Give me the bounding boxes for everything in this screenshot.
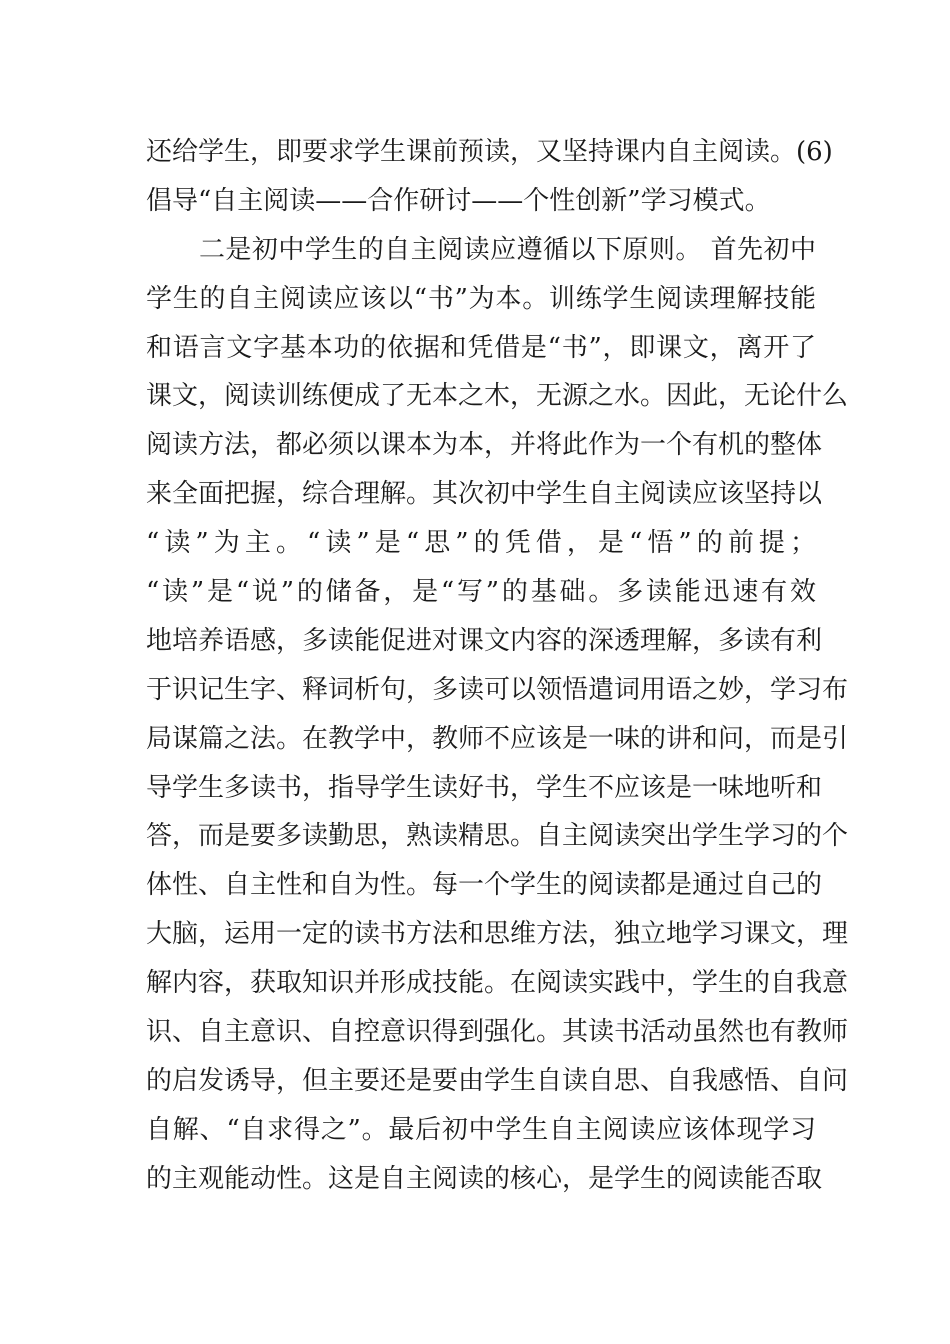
text-line: 体性、自主性和自为性。每一个学生的阅读都是通过自己的 xyxy=(146,870,823,901)
text-line: 解内容，获取知识并形成技能。在阅读实践中，学生的自我意 xyxy=(146,968,849,999)
text-line: 学生的自主阅读应该以“书”为本。训练学生阅读理解技能 xyxy=(146,283,816,314)
text-line: 导学生多读书，指导学生读好书，学生不应该是一味地听和 xyxy=(146,772,823,803)
text-line: 的主观能动性。这是自主阅读的核心，是学生的阅读能否取 xyxy=(146,1163,823,1194)
text-line: 于识记生字、释词析句，多读可以领悟遣词用语之妙，学习布 xyxy=(146,674,849,705)
text-line: 课文，阅读训练便成了无本之木，无源之水。因此，无论什么 xyxy=(146,381,849,412)
text-line: 大脑，运用一定的读书方法和思维方法，独立地学习课文，理 xyxy=(146,919,849,950)
text-line: 来全面把握，综合理解。其次初中学生自主阅读应该坚持以 xyxy=(146,479,823,510)
text-line: 二是初中学生的自主阅读应遵循以下原则。 首先初中 xyxy=(146,234,816,265)
text-line: 局谋篇之法。在教学中，教师不应该是一味的讲和问，而是引 xyxy=(146,723,849,754)
body-text xyxy=(146,128,849,1204)
text-line: 阅读方法，都必须以课本为本，并将此作为一个有机的整体 xyxy=(146,430,823,461)
text-line: 识、自主意识、自控意识得到强化。其读书活动虽然也有教师 xyxy=(146,1017,849,1048)
text-line: “读”是“说”的储备，是“写”的基础。多读能迅速有效 xyxy=(146,577,816,608)
text-line: 倡导“自主阅读——合作研讨——个性创新”学习模式。 xyxy=(146,185,771,216)
text-line: “读”为主。“读”是“思”的凭借，是“悟”的前提； xyxy=(146,528,816,559)
text-line: 还给学生，即要求学生课前预读，又坚持课内自主阅读。(6) xyxy=(146,137,833,167)
text-line: 地培养语感，多读能促进对课文内容的深透理解，多读有利 xyxy=(146,625,823,656)
text-line: 自解、“自求得之”。最后初中学生自主阅读应该体现学习 xyxy=(146,1114,816,1145)
text-line: 的启发诱导，但主要还是要由学生自读自思、自我感悟、自问 xyxy=(146,1065,849,1096)
text-line: 答，而是要多读勤思，熟读精思。自主阅读突出学生学习的个 xyxy=(146,821,849,852)
text-line: 和语言文字基本功的依据和凭借是“书”，即课文，离开了 xyxy=(146,332,816,363)
